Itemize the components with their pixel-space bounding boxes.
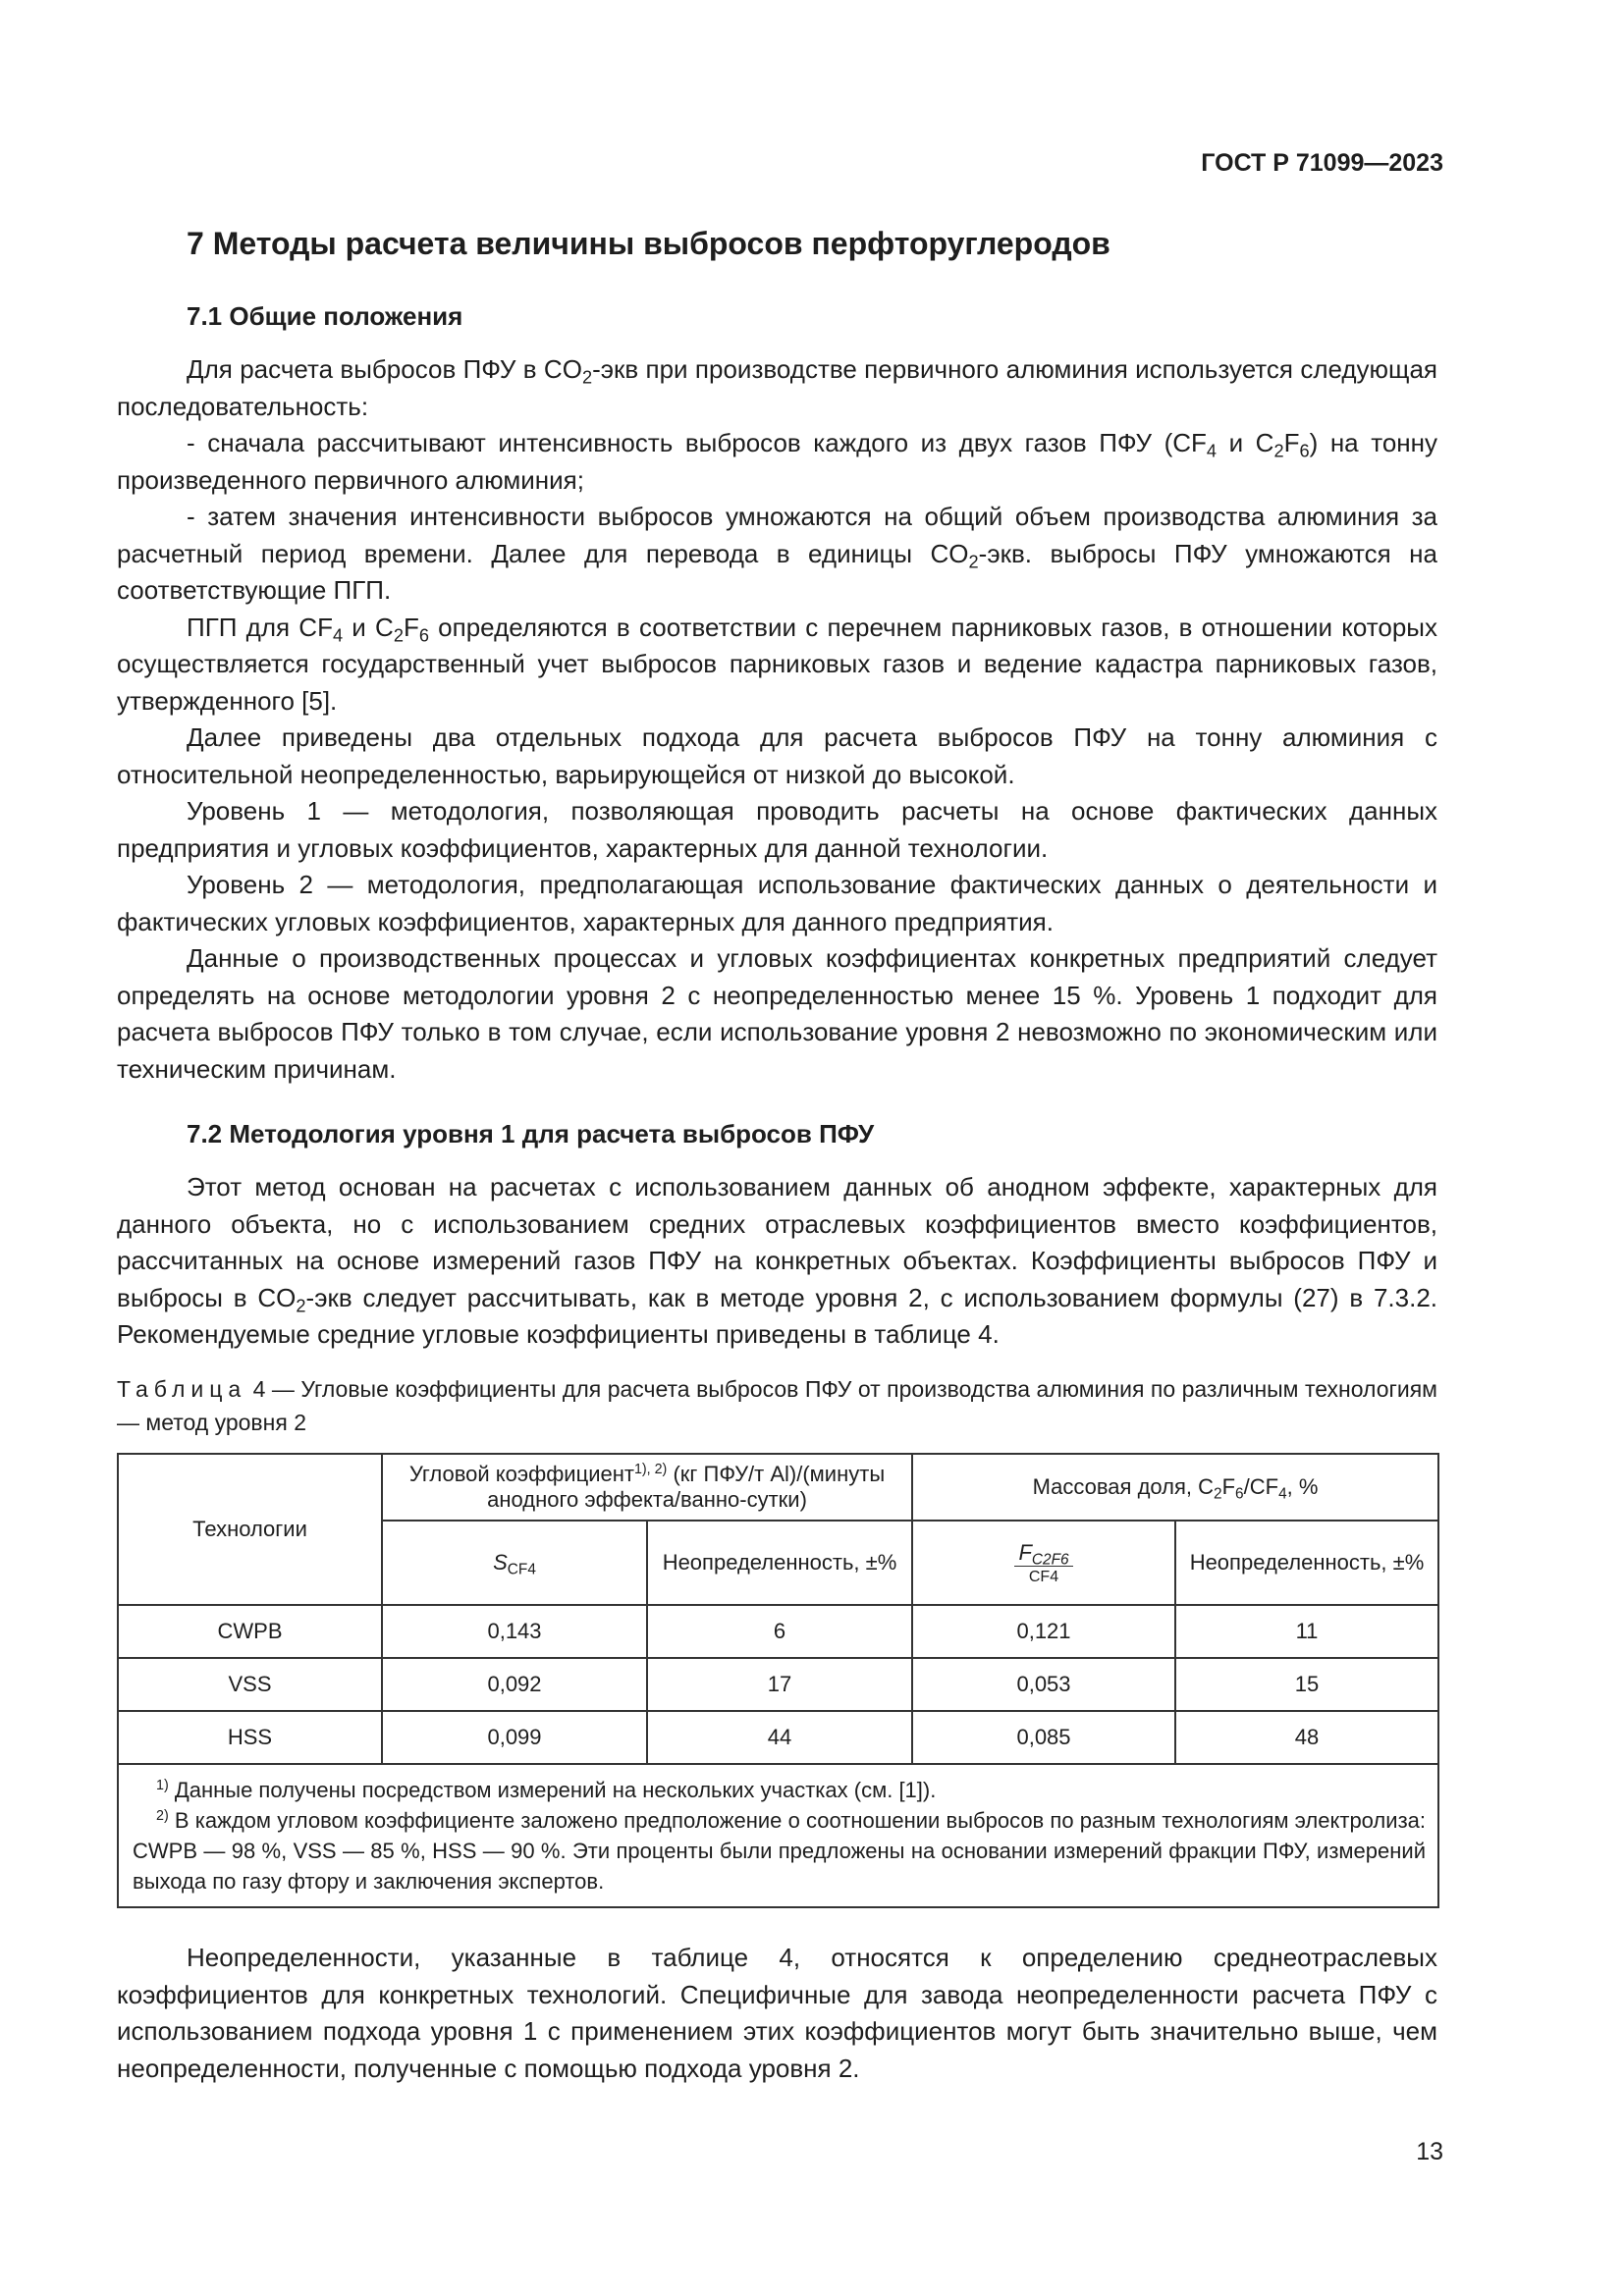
cell-f: 0,053 (912, 1658, 1175, 1711)
header-slope-coefficient: Угловой коэффициент$^{1), 2)}$ (кг ПФУ/т Al)/(минуты анодного эффекта/ванно-сутки) (382, 1454, 912, 1521)
paragraph: Неопределенности, указанные в таблице 4, относятся к определению среднеотраслевых коэффициентов для конкретных технологий. Специфичные для завода неопределенности расчета ПФУ с использованием подхода уровня 1 с применением этих коэффициентов могут быть значительно выше, чем неопределенности, полученные с помощью подхода уровня 2. (117, 1943, 1437, 2083)
cell-s: 0,092 (382, 1658, 647, 1711)
cell-unc1: 44 (647, 1711, 912, 1764)
page-number: 13 (1416, 2138, 1443, 2165)
table-row (118, 1711, 1438, 1764)
cell-unc2: 11 (1175, 1605, 1438, 1658)
cell-s: 0,099 (382, 1711, 647, 1764)
paragraph: Для расчета выбросов ПФУ в $CO_2$-экв при производстве первичного алюминия используется следующая последовательность: (117, 354, 1437, 421)
section-7-title: 7 Методы расчета величины выбросов перфторуглеродов (187, 226, 1110, 261)
section-7-2-body (117, 1169, 1437, 1354)
paragraph: Далее приведены два отдельных подхода для расчета выбросов ПФУ на тонну алюминия с относительной неопределенностью, варьирующейся от низкой до высокой. (117, 722, 1437, 789)
paragraph: Данные о производственных процессах и угловых коэффициентах конкретных предприятий следует определять на основе методологии уровня 2 с неопределенностью менее 15 %. Уровень 1 подходит для расчета выбросов ПФУ только в том случае, если использование уровня 2 невозможно по экономическим или техническим причинам. (117, 943, 1437, 1084)
cell-unc1: 6 (647, 1605, 912, 1658)
table-4 (117, 1453, 1439, 1908)
header-uncertainty-2: Неопределенность, ±% (1175, 1521, 1438, 1605)
cell-f: 0,121 (912, 1605, 1175, 1658)
section-7-2-title: 7.2 Методология уровня 1 для расчета выбросов ПФУ (187, 1119, 875, 1148)
after-table-body (117, 1940, 1437, 2087)
header-technologies: Технологии (118, 1454, 382, 1605)
paragraph: ПГП для $CF_4$ и $C_2F_6$ определяются в соответствии с перечнем парниковых газов, в отношении которых осуществляется государственный учет выбросов парниковых газов и ведение кадастра парниковых газов, утвержденного [5]. (117, 612, 1437, 716)
cell-unc2: 15 (1175, 1658, 1438, 1711)
cell-tech: VSS (118, 1658, 382, 1711)
table-row (118, 1605, 1438, 1658)
cell-s: 0,143 (382, 1605, 647, 1658)
header-mass-fraction: Массовая доля, $C_2F_6/CF_4$, % (912, 1454, 1438, 1521)
cell-tech: CWPB (118, 1605, 382, 1658)
cell-unc2: 48 (1175, 1711, 1438, 1764)
header-uncertainty-1: Неопределенность, ±% (647, 1521, 912, 1605)
paragraph: Этот метод основан на расчетах с использованием данных об анодном эффекте, характерных для данного объекта, но с использованием средних отраслевых коэффициентов вместо коэффициентов, рассчитанных на основе измерений газов ПФУ на конкретных объектах. Коэффициенты выбросов ПФУ и выбросы в $CO_2$-экв следует рассчитывать, как в методе уровня 2, с использованием формулы (27) в 7.3.2. Рекомендуемые средние угловые коэффициенты приведены в таблице 4. (117, 1172, 1438, 1349)
table-4-caption: Таблица 4 — Угловые коэффициенты для расчета выбросов ПФУ от производства алюминия по различным технологиям — метод уровня 2 (117, 1376, 1437, 1435)
paragraph: Уровень 1 — методология, позволяющая проводить расчеты на основе фактических данных предприятия и угловых коэффициентов, характерных для данной технологии. (117, 796, 1437, 863)
list-item: - сначала рассчитывают интенсивность выбросов каждого из двух газов ПФУ ($CF_4$ и $C_2F_6$) на тонну произведенного первичного алюминия; (117, 428, 1437, 495)
list-item: - затем значения интенсивности выбросов умножаются на общий объем производства алюминия за расчетный период времени. Далее для перевода в единицы $CO_2$-экв. выбросы ПФУ умножаются на соответствующие ПГП. (117, 502, 1437, 605)
cell-f: 0,085 (912, 1711, 1175, 1764)
section-7-1-body (117, 351, 1437, 1088)
table-note-1: $^{1)}$ Данные получены посредством измерений на нескольких участках (см. [1]). (156, 1778, 937, 1802)
table-note-2: $^{2)}$ В каждом угловом коэффициенте заложено предположение о соотношении выбросов по разным технологиям электролиза: CWPB — 98 %, VSS — 85 %, HSS — 90 %. Эти проценты были предложены на основании измерений фракции ПФУ, измерений выхода по газу фтору и заключения экспертов. (133, 1808, 1426, 1894)
table-row (118, 1658, 1438, 1711)
header-f-ratio: $\frac{F_{C2F6}}{CF4}$ (912, 1521, 1175, 1605)
document-code: ГОСТ Р 71099—2023 (1201, 149, 1443, 177)
table-notes (118, 1764, 1438, 1907)
cell-unc1: 17 (647, 1658, 912, 1711)
cell-tech: HSS (118, 1711, 382, 1764)
section-7-1-title: 7.1 Общие положения (187, 301, 463, 331)
paragraph: Уровень 2 — методология, предполагающая использование фактических данных о деятельности и фактических угловых коэффициентов, характерных для данного предприятия. (117, 870, 1437, 936)
header-s-cf4: $S_{CF4}$ (382, 1521, 647, 1605)
